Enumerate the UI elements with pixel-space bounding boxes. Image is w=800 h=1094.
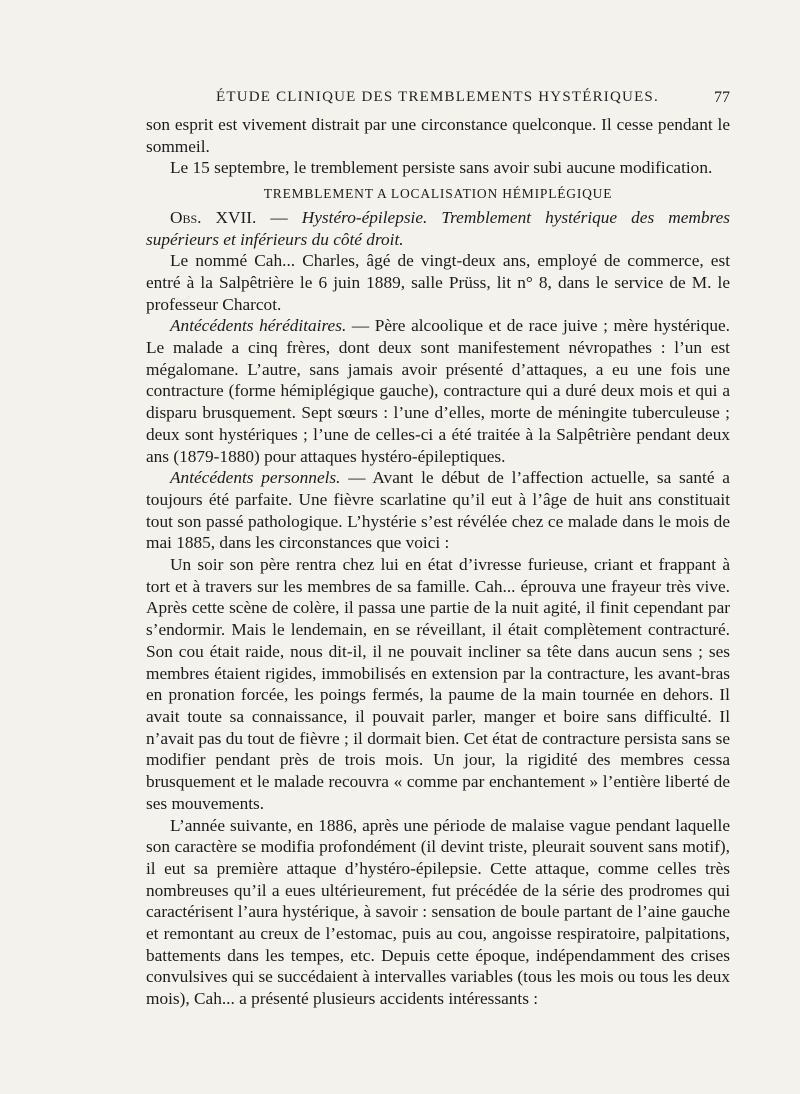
observation-label: Obs. XVII. [170,207,257,227]
paragraph-following-year: L’année suivante, en 1886, après une période de malaise vague pendant laquelle son caractère se modifia profondément (il devint triste, pleurait souvent sans motif), il eut sa première attaque d’hystéro-épilepsie. Cette attaque, comme celles très nombreuses qu’il a eues ultérieurement, fut précédée de la série des prodromes qui caractérisent l’aura hystérique, à savoir : sensation de boule partant de l’aine gauche et remontant au creux de l’estomac, puis au cou, angoisse respiratoire, palpitations, battements dans les tempes, etc. Depuis cette époque, indépendamment des crises convulsives qui se succédaient à intervalles variables (tous les mois ou tous les deux mois), Cah... a présenté plusieurs accidents intéressants : [146,815,730,1009]
body-text [146,114,730,1010]
paragraph-personal [146,467,730,554]
paragraph-hereditary [146,315,730,467]
personal-text: — Avant le début de l’affection actuelle, sa santé a toujours été parfaite. Une fièvre scarlatine qu’il eut à l’âge de huit ans constituait tout son passé pathologique. L’hystérie s’est révélée chez ce malade dans le mois de mai 1885, dans les circonstances que voici : [146,468,730,553]
section-heading: TREMBLEMENT A LOCALISATION HÉMIPLÉGIQUE [263,186,613,202]
observation-dash: — [256,207,302,227]
running-title: ÉTUDE CLINIQUE DES TREMBLEMENTS HYSTÉRIQUES. [216,89,659,105]
paragraph-patient: Le nommé Cah... Charles, âgé de vingt-deux ans, employé de commerce, est entré à la Salpêtrière le 6 juin 1889, salle Prüss, lit n° 8, dans le service de M. le professeur Charcot. [146,251,730,314]
page-header [146,89,730,109]
paragraph-2: Le 15 septembre, le tremblement persiste sans avoir subi aucune modification. [170,158,713,178]
hereditary-heading: Antécédents héréditaires. [170,316,347,336]
observation-heading: Hystéro-épilepsie. Tremblement hystérique des membres supérieurs et inférieurs du côté droit. [146,207,731,249]
observation-title [146,207,730,250]
page-number: 77 [714,89,730,106]
paragraph-episode: Un soir son père rentra chez lui en état d’ivresse furieuse, criant et frappant à tort et à travers sur les membres de sa famille. Cah... éprouva une frayeur très vive. Après cette scène de colère, il passa une partie de la nuit agité, il finit cependant par s’endormir. Mais le lendemain, en se réveillant, il était complètement contracturé. Son cou était raide, nous dit-il, il ne pouvait incliner sa tête dans aucun sens ; ses membres étaient rigides, immobilisés en extension par la contracture, les avant-bras en pronation forcée, les poings fermés, la paume de la main tournée en dehors. Il avait toute sa connaissance, il pouvait parler, manger et boire sans difficulté. Il n’avait pas du tout de fièvre ; il dormait bien. Cet état de contracture persista sans se modifier pendant près de trois mois. Un jour, la rigidité des membres cessa brusquement et le malade recouvra « comme par enchantement » l’entière liberté de ses mouvements. [146,555,730,813]
hereditary-text: — Père alcoolique et de race juive ; mère hystérique. Le malade a cinq frères, dont deux sont manifestement névropathes : l’un est mégalomane. L’autre, sans jamais avoir présenté d’attaques, a eu une fois une contracture (forme hémiplégique gauche), contracture qui a duré deux mois et qui a disparu brusquement. Sept sœurs : l’une d’elles, morte de méningite tuberculeuse ; deux sont hystériques ; l’une de celles-ci a été traitée à la Salpêtrière pendant deux ans (1879-1880) pour attaques hystéro-épileptiques. [146,316,730,466]
paragraph-1: son esprit est vivement distrait par une circonstance quelconque. Il cesse pendant le sommeil. [146,115,730,156]
personal-heading: Antécédents personnels. [170,468,341,488]
